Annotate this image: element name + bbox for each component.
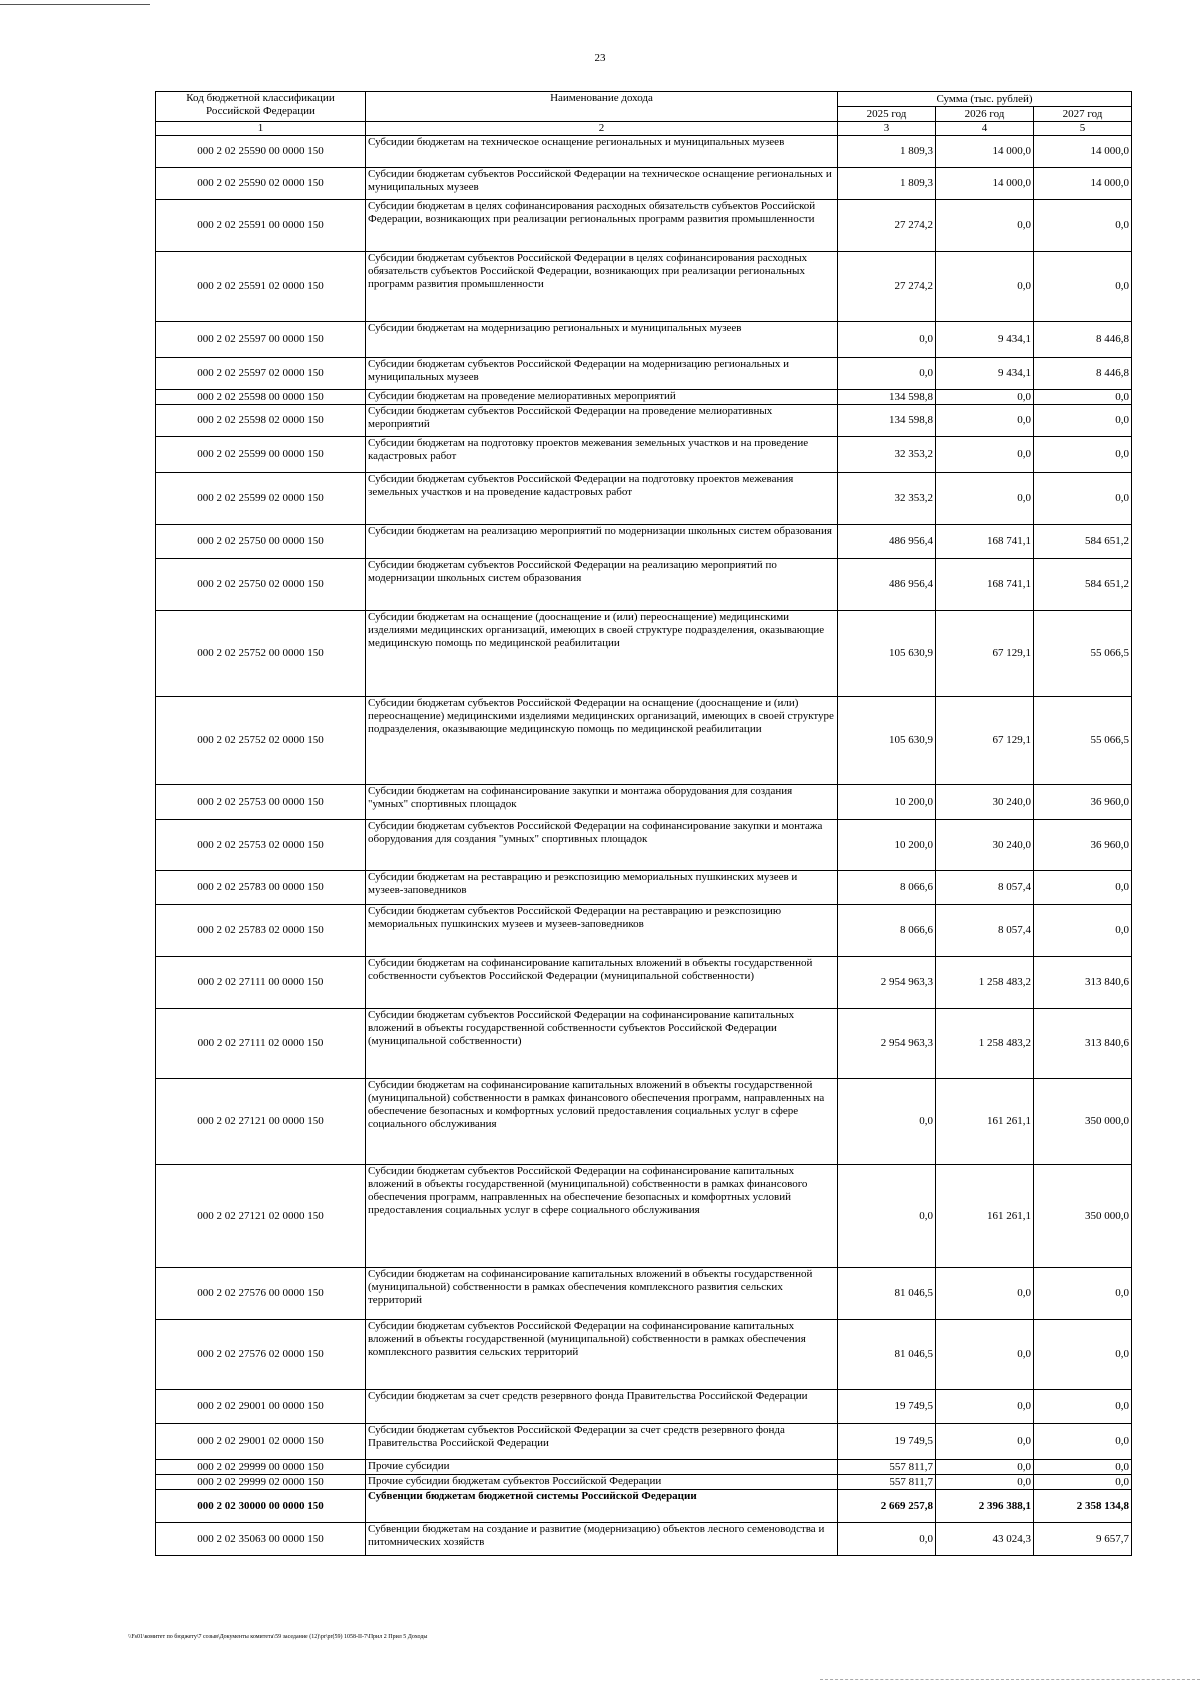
page-number: 23 — [594, 52, 606, 64]
amount-2025-cell: 0,0 — [838, 1079, 936, 1165]
header-sum: Сумма (тыс. рублей) — [838, 92, 1132, 107]
budget-code-cell: 000 2 02 29001 02 0000 150 — [156, 1424, 366, 1460]
table-row — [156, 1079, 1132, 1165]
amount-2025-cell: 1 809,3 — [838, 168, 936, 200]
table-row — [156, 1009, 1132, 1079]
table-row — [156, 697, 1132, 785]
income-name-cell: Субсидии бюджетам субъектов Российской Федерации на подготовку проектов межевания земельных участков и на проведение кадастровых работ — [366, 473, 838, 525]
scan-artifact-line-bottom — [820, 1679, 1200, 1680]
income-name-cell: Субсидии бюджетам субъектов Российской Федерации на оснащение (дооснащение и (или) переоснащение) медицинскими изделиями медицинских организаций, имеющих в своей структуре подразделения, оказывающие медицинскую помощь по медицинской реабилитации — [366, 697, 838, 785]
amount-2025-cell: 32 353,2 — [838, 473, 936, 525]
amount-2026-cell: 0,0 — [936, 1424, 1034, 1460]
income-name-cell: Субсидии бюджетам на софинансирование закупки и монтажа оборудования для создания "умных" спортивных площадок — [366, 785, 838, 820]
amount-2027-cell: 9 657,7 — [1034, 1523, 1132, 1556]
amount-2027-cell: 55 066,5 — [1034, 697, 1132, 785]
income-name-cell: Прочие субсидии — [366, 1460, 838, 1475]
amount-2027-cell: 8 446,8 — [1034, 322, 1132, 358]
budget-code-cell: 000 2 02 25591 00 0000 150 — [156, 200, 366, 252]
amount-2025-cell: 2 954 963,3 — [838, 1009, 936, 1079]
income-name-cell: Субсидии бюджетам на техническое оснащение региональных и муниципальных музеев — [366, 136, 838, 168]
amount-2025-cell: 0,0 — [838, 1165, 936, 1268]
header-name: Наименование дохода — [366, 92, 838, 122]
table-row — [156, 437, 1132, 473]
amount-2026-cell: 2 396 388,1 — [936, 1490, 1034, 1523]
amount-2027-cell: 0,0 — [1034, 1460, 1132, 1475]
header-year-2027: 2027 год — [1034, 107, 1132, 122]
amount-2026-cell: 0,0 — [936, 1268, 1034, 1320]
budget-code-cell: 000 2 02 25598 02 0000 150 — [156, 405, 366, 437]
amount-2025-cell: 81 046,5 — [838, 1268, 936, 1320]
budget-code-cell: 000 2 02 25599 00 0000 150 — [156, 437, 366, 473]
amount-2027-cell: 2 358 134,8 — [1034, 1490, 1132, 1523]
table-row — [156, 1475, 1132, 1490]
budget-code-cell: 000 2 02 25597 02 0000 150 — [156, 358, 366, 390]
table-row — [156, 473, 1132, 525]
budget-code-cell: 000 2 02 25597 00 0000 150 — [156, 322, 366, 358]
income-name-cell: Субсидии бюджетам субъектов Российской Федерации на софинансирование капитальных вложений в объекты государственной (муниципальной) собственности в рамках финансового обеспечения программ, направленных на обеспечение безопасных и комфортных условий предоставления социальных услуг в сфере социального обслуживания — [366, 1165, 838, 1268]
col-number-1: 1 — [156, 122, 366, 136]
table-row — [156, 1460, 1132, 1475]
amount-2026-cell: 0,0 — [936, 437, 1034, 473]
amount-2025-cell: 2 954 963,3 — [838, 957, 936, 1009]
amount-2025-cell: 81 046,5 — [838, 1320, 936, 1390]
amount-2027-cell: 0,0 — [1034, 871, 1132, 905]
amount-2027-cell: 0,0 — [1034, 1424, 1132, 1460]
table-row — [156, 405, 1132, 437]
amount-2027-cell: 36 960,0 — [1034, 785, 1132, 820]
income-name-cell: Субсидии бюджетам субъектов Российской Федерации на софинансирование капитальных вложений в объекты государственной (муниципальной) собственности в рамках обеспечения комплексного развития сельских территорий — [366, 1320, 838, 1390]
income-name-cell: Субвенции бюджетам бюджетной системы Российской Федерации — [366, 1490, 838, 1523]
amount-2026-cell: 0,0 — [936, 200, 1034, 252]
table-row — [156, 1268, 1132, 1320]
amount-2027-cell: 350 000,0 — [1034, 1165, 1132, 1268]
amount-2026-cell: 0,0 — [936, 1460, 1034, 1475]
amount-2027-cell: 0,0 — [1034, 405, 1132, 437]
budget-code-cell: 000 2 02 25590 00 0000 150 — [156, 136, 366, 168]
table-row — [156, 1320, 1132, 1390]
budget-code-cell: 000 2 02 25591 02 0000 150 — [156, 252, 366, 322]
amount-2025-cell: 134 598,8 — [838, 390, 936, 405]
amount-2025-cell: 134 598,8 — [838, 405, 936, 437]
amount-2027-cell: 584 651,2 — [1034, 559, 1132, 611]
amount-2026-cell: 0,0 — [936, 405, 1034, 437]
amount-2027-cell: 0,0 — [1034, 200, 1132, 252]
budget-code-cell: 000 2 02 25753 02 0000 150 — [156, 820, 366, 871]
budget-code-cell: 000 2 02 29999 02 0000 150 — [156, 1475, 366, 1490]
amount-2026-cell: 0,0 — [936, 1390, 1034, 1424]
amount-2025-cell: 557 811,7 — [838, 1460, 936, 1475]
col-number-3: 3 — [838, 122, 936, 136]
col-number-5: 5 — [1034, 122, 1132, 136]
table-row — [156, 1390, 1132, 1424]
amount-2026-cell: 161 261,1 — [936, 1165, 1034, 1268]
income-name-cell: Субсидии бюджетам субъектов Российской Федерации на проведение мелиоративных мероприятий — [366, 405, 838, 437]
table-row — [156, 525, 1132, 559]
amount-2027-cell: 584 651,2 — [1034, 525, 1132, 559]
table-row — [156, 252, 1132, 322]
amount-2025-cell: 8 066,6 — [838, 871, 936, 905]
income-name-cell: Субсидии бюджетам за счет средств резервного фонда Правительства Российской Федерации — [366, 1390, 838, 1424]
amount-2026-cell: 14 000,0 — [936, 136, 1034, 168]
amount-2026-cell: 9 434,1 — [936, 322, 1034, 358]
budget-code-cell: 000 2 02 29999 00 0000 150 — [156, 1460, 366, 1475]
income-name-cell: Субсидии бюджетам на подготовку проектов межевания земельных участков и на проведение кадастровых работ — [366, 437, 838, 473]
income-name-cell: Субсидии бюджетам на проведение мелиоративных мероприятий — [366, 390, 838, 405]
table-row — [156, 1490, 1132, 1523]
scan-artifact-line — [0, 4, 150, 5]
amount-2027-cell: 0,0 — [1034, 1320, 1132, 1390]
amount-2027-cell: 55 066,5 — [1034, 611, 1132, 697]
table-row — [156, 785, 1132, 820]
amount-2025-cell: 557 811,7 — [838, 1475, 936, 1490]
table-row — [156, 820, 1132, 871]
income-name-cell: Субсидии бюджетам субъектов Российской Федерации за счет средств резервного фонда Правительства Российской Федерации — [366, 1424, 838, 1460]
table-row — [156, 1523, 1132, 1556]
budget-code-cell: 000 2 02 25750 00 0000 150 — [156, 525, 366, 559]
budget-code-cell: 000 2 02 25783 02 0000 150 — [156, 905, 366, 957]
amount-2027-cell: 0,0 — [1034, 1390, 1132, 1424]
amount-2025-cell: 105 630,9 — [838, 697, 936, 785]
amount-2027-cell: 0,0 — [1034, 473, 1132, 525]
table-row — [156, 611, 1132, 697]
amount-2026-cell: 1 258 483,2 — [936, 957, 1034, 1009]
amount-2025-cell: 19 749,5 — [838, 1390, 936, 1424]
amount-2026-cell: 9 434,1 — [936, 358, 1034, 390]
amount-2025-cell: 10 200,0 — [838, 820, 936, 871]
amount-2027-cell: 350 000,0 — [1034, 1079, 1132, 1165]
amount-2026-cell: 161 261,1 — [936, 1079, 1034, 1165]
header-year-2026: 2026 год — [936, 107, 1034, 122]
income-name-cell: Субсидии бюджетам на софинансирование капитальных вложений в объекты государственной (муниципальной) собственности в рамках обеспечения комплексного развития сельских территорий — [366, 1268, 838, 1320]
amount-2026-cell: 168 741,1 — [936, 559, 1034, 611]
amount-2025-cell: 10 200,0 — [838, 785, 936, 820]
amount-2025-cell: 2 669 257,8 — [838, 1490, 936, 1523]
income-name-cell: Прочие субсидии бюджетам субъектов Российской Федерации — [366, 1475, 838, 1490]
amount-2025-cell: 0,0 — [838, 322, 936, 358]
amount-2027-cell: 14 000,0 — [1034, 136, 1132, 168]
amount-2027-cell: 0,0 — [1034, 905, 1132, 957]
amount-2025-cell: 8 066,6 — [838, 905, 936, 957]
budget-code-cell: 000 2 02 25752 00 0000 150 — [156, 611, 366, 697]
amount-2027-cell: 8 446,8 — [1034, 358, 1132, 390]
table-row — [156, 358, 1132, 390]
budget-code-cell: 000 2 02 25599 02 0000 150 — [156, 473, 366, 525]
amount-2025-cell: 486 956,4 — [838, 559, 936, 611]
budget-code-cell: 000 2 02 35063 00 0000 150 — [156, 1523, 366, 1556]
amount-2025-cell: 1 809,3 — [838, 136, 936, 168]
amount-2026-cell: 8 057,4 — [936, 905, 1034, 957]
amount-2027-cell: 14 000,0 — [1034, 168, 1132, 200]
income-name-cell: Субсидии бюджетам субъектов Российской Федерации на техническое оснащение региональных и муниципальных музеев — [366, 168, 838, 200]
amount-2026-cell: 0,0 — [936, 252, 1034, 322]
amount-2025-cell: 27 274,2 — [838, 200, 936, 252]
amount-2026-cell: 67 129,1 — [936, 611, 1034, 697]
table-row — [156, 1424, 1132, 1460]
income-name-cell: Субсидии бюджетам субъектов Российской Федерации на софинансирование закупки и монтажа оборудования для создания "умных" спортивных площадок — [366, 820, 838, 871]
budget-code-cell: 000 2 02 25753 00 0000 150 — [156, 785, 366, 820]
income-name-cell: Субсидии бюджетам в целях софинансирования расходных обязательств субъектов Российской Федерации, возникающих при реализации региональных программ развития промышленности — [366, 200, 838, 252]
amount-2026-cell: 43 024,3 — [936, 1523, 1034, 1556]
budget-code-cell: 000 2 02 25783 00 0000 150 — [156, 871, 366, 905]
table-row — [156, 559, 1132, 611]
budget-code-cell: 000 2 02 30000 00 0000 150 — [156, 1490, 366, 1523]
income-name-cell: Субсидии бюджетам на реставрацию и реэкспозицию мемориальных пушкинских музеев и музеев-заповедников — [366, 871, 838, 905]
amount-2025-cell: 19 749,5 — [838, 1424, 936, 1460]
budget-code-cell: 000 2 02 25590 02 0000 150 — [156, 168, 366, 200]
table-row — [156, 957, 1132, 1009]
amount-2026-cell: 0,0 — [936, 1320, 1034, 1390]
table-row — [156, 390, 1132, 405]
table-row — [156, 136, 1132, 168]
table-row — [156, 1165, 1132, 1268]
amount-2027-cell: 0,0 — [1034, 252, 1132, 322]
amount-2025-cell: 32 353,2 — [838, 437, 936, 473]
amount-2027-cell: 0,0 — [1034, 390, 1132, 405]
income-name-cell: Субсидии бюджетам на оснащение (дооснащение и (или) переоснащение) медицинскими изделиями медицинских организаций, имеющих в своей структуре подразделения, оказывающие медицинскую помощь по медицинской реабилитации — [366, 611, 838, 697]
budget-code-cell: 000 2 02 25752 02 0000 150 — [156, 697, 366, 785]
budget-code-cell: 000 2 02 27576 00 0000 150 — [156, 1268, 366, 1320]
amount-2025-cell: 105 630,9 — [838, 611, 936, 697]
amount-2025-cell: 0,0 — [838, 1523, 936, 1556]
income-name-cell: Субвенции бюджетам на создание и развитие (модернизацию) объектов лесного семеноводства и питомнических хозяйств — [366, 1523, 838, 1556]
amount-2026-cell: 8 057,4 — [936, 871, 1034, 905]
amount-2027-cell: 313 840,6 — [1034, 1009, 1132, 1079]
amount-2027-cell: 0,0 — [1034, 1475, 1132, 1490]
budget-code-cell: 000 2 02 27576 02 0000 150 — [156, 1320, 366, 1390]
table-row — [156, 905, 1132, 957]
table-body — [156, 136, 1132, 1556]
budget-code-cell: 000 2 02 25750 02 0000 150 — [156, 559, 366, 611]
budget-code-cell: 000 2 02 27121 02 0000 150 — [156, 1165, 366, 1268]
income-name-cell: Субсидии бюджетам на софинансирование капитальных вложений в объекты государственной (муниципальной) собственности в рамках финансового обеспечения программ, направленных на обеспечение безопасных и комфортных условий предоставления социальных услуг в сфере социального обслуживания — [366, 1079, 838, 1165]
footer-file-path: \\Fs01\комитет по бюджету\7 созыв\Документы комитета\59 заседание (12)\pr\pr(59) 1058-II-7\Прил 2 Прил 5 Доходы — [128, 1634, 428, 1640]
income-name-cell: Субсидии бюджетам субъектов Российской Федерации на софинансирование капитальных вложений в объекты государственной собственности субъектов Российской Федерации (муниципальной собственности) — [366, 1009, 838, 1079]
amount-2025-cell: 27 274,2 — [838, 252, 936, 322]
budget-code-cell: 000 2 02 27121 00 0000 150 — [156, 1079, 366, 1165]
table-row — [156, 168, 1132, 200]
amount-2026-cell: 67 129,1 — [936, 697, 1034, 785]
income-name-cell: Субсидии бюджетам субъектов Российской Федерации на модернизацию региональных и муниципальных музеев — [366, 358, 838, 390]
amount-2025-cell: 486 956,4 — [838, 525, 936, 559]
income-name-cell: Субсидии бюджетам на реализацию мероприятий по модернизации школьных систем образования — [366, 525, 838, 559]
budget-code-cell: 000 2 02 27111 02 0000 150 — [156, 1009, 366, 1079]
amount-2026-cell: 30 240,0 — [936, 820, 1034, 871]
amount-2027-cell: 313 840,6 — [1034, 957, 1132, 1009]
income-name-cell: Субсидии бюджетам на модернизацию региональных и муниципальных музеев — [366, 322, 838, 358]
amount-2027-cell: 0,0 — [1034, 437, 1132, 473]
amount-2027-cell: 36 960,0 — [1034, 820, 1132, 871]
col-number-4: 4 — [936, 122, 1034, 136]
income-name-cell: Субсидии бюджетам субъектов Российской Федерации на реставрацию и реэкспозицию мемориальных пушкинских музеев и музеев-заповедников — [366, 905, 838, 957]
amount-2026-cell: 14 000,0 — [936, 168, 1034, 200]
table-row — [156, 200, 1132, 252]
amount-2027-cell: 0,0 — [1034, 1268, 1132, 1320]
col-number-2: 2 — [366, 122, 838, 136]
budget-code-cell: 000 2 02 25598 00 0000 150 — [156, 390, 366, 405]
budget-code-cell: 000 2 02 29001 00 0000 150 — [156, 1390, 366, 1424]
budget-revenue-table — [155, 91, 1132, 1556]
amount-2026-cell: 0,0 — [936, 473, 1034, 525]
amount-2026-cell: 0,0 — [936, 1475, 1034, 1490]
header-year-2025: 2025 год — [838, 107, 936, 122]
amount-2026-cell: 0,0 — [936, 390, 1034, 405]
budget-code-cell: 000 2 02 27111 00 0000 150 — [156, 957, 366, 1009]
amount-2026-cell: 168 741,1 — [936, 525, 1034, 559]
amount-2025-cell: 0,0 — [838, 358, 936, 390]
income-name-cell: Субсидии бюджетам субъектов Российской Федерации в целях софинансирования расходных обязательств субъектов Российской Федерации, возникающих при реализации региональных программ развития промышленности — [366, 252, 838, 322]
header-code: Код бюджетной классификации Российской Федерации — [156, 92, 366, 122]
income-name-cell: Субсидии бюджетам на софинансирование капитальных вложений в объекты государственной собственности субъектов Российской Федерации (муниципальной собственности) — [366, 957, 838, 1009]
amount-2026-cell: 1 258 483,2 — [936, 1009, 1034, 1079]
table-row — [156, 322, 1132, 358]
income-name-cell: Субсидии бюджетам субъектов Российской Федерации на реализацию мероприятий по модернизации школьных систем образования — [366, 559, 838, 611]
amount-2026-cell: 30 240,0 — [936, 785, 1034, 820]
table-row — [156, 871, 1132, 905]
